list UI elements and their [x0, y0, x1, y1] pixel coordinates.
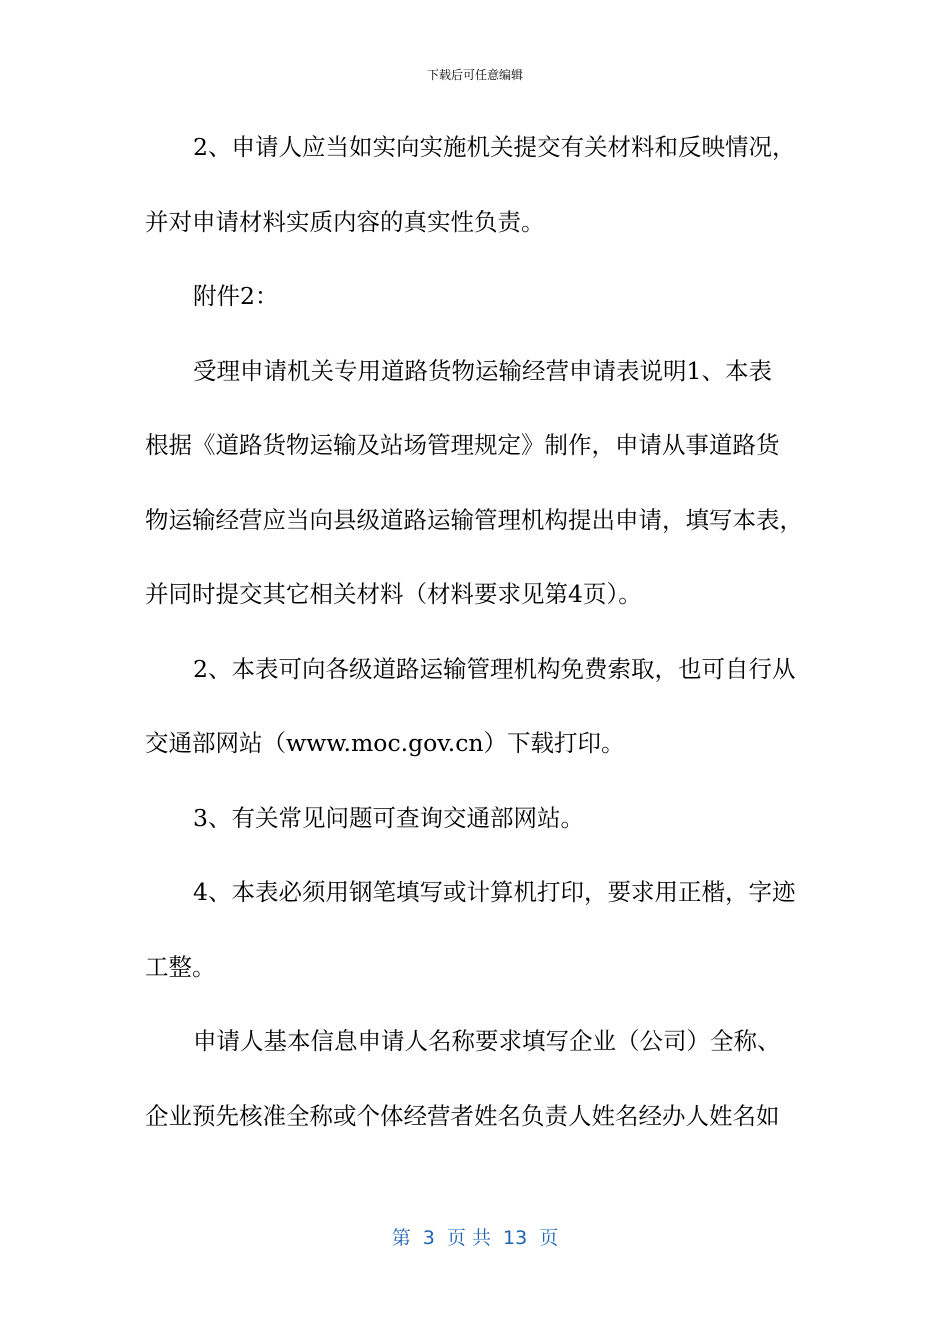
paragraph-line: 根据《道路货物运输及站场管理规定》制作，申请从事道路货 [145, 431, 780, 459]
paragraph-line: 附件2： [193, 282, 279, 310]
paragraph-line: 并同时提交其它相关材料（材料要求见第4页）。 [145, 580, 642, 608]
paragraph-line: 2、申请人应当如实向实施机关提交有关材料和反映情况， [193, 133, 796, 161]
paragraph-line: 4、本表必须用钢笔填写或计算机打印，要求用正楷，字迹 [193, 878, 796, 906]
paragraph-line: 3、有关常见问题可查询交通部网站。 [193, 803, 584, 832]
page-header: 下载后可任意编辑 [426, 68, 523, 82]
paragraph-line: 物运输经营应当向县级道路运输管理机构提出申请，填写本表， [145, 505, 803, 534]
paragraph-line: 交通部网站（www.moc.gov.cn）下载打印。 [145, 729, 625, 757]
document-body [145, 122, 815, 1165]
paragraph-line: 2、本表可向各级道路运输管理机构免费索取，也可自行从 [193, 654, 796, 683]
paragraph-line: 工整。 [145, 952, 216, 981]
page-number-footer: 第 3 页 共 13 页 [391, 1227, 559, 1249]
paragraph-line: 企业预先核准全称或个体经营者姓名负责人姓名经办人姓名如 [145, 1101, 780, 1130]
paragraph-line: 受理申请机关专用道路货物运输经营申请表说明1、本表 [193, 356, 772, 385]
paragraph-line: 并对申请材料实质内容的真实性负责。 [145, 207, 545, 236]
paragraph-line: 申请人基本信息申请人名称要求填写企业（公司）全称、 [193, 1027, 781, 1055]
